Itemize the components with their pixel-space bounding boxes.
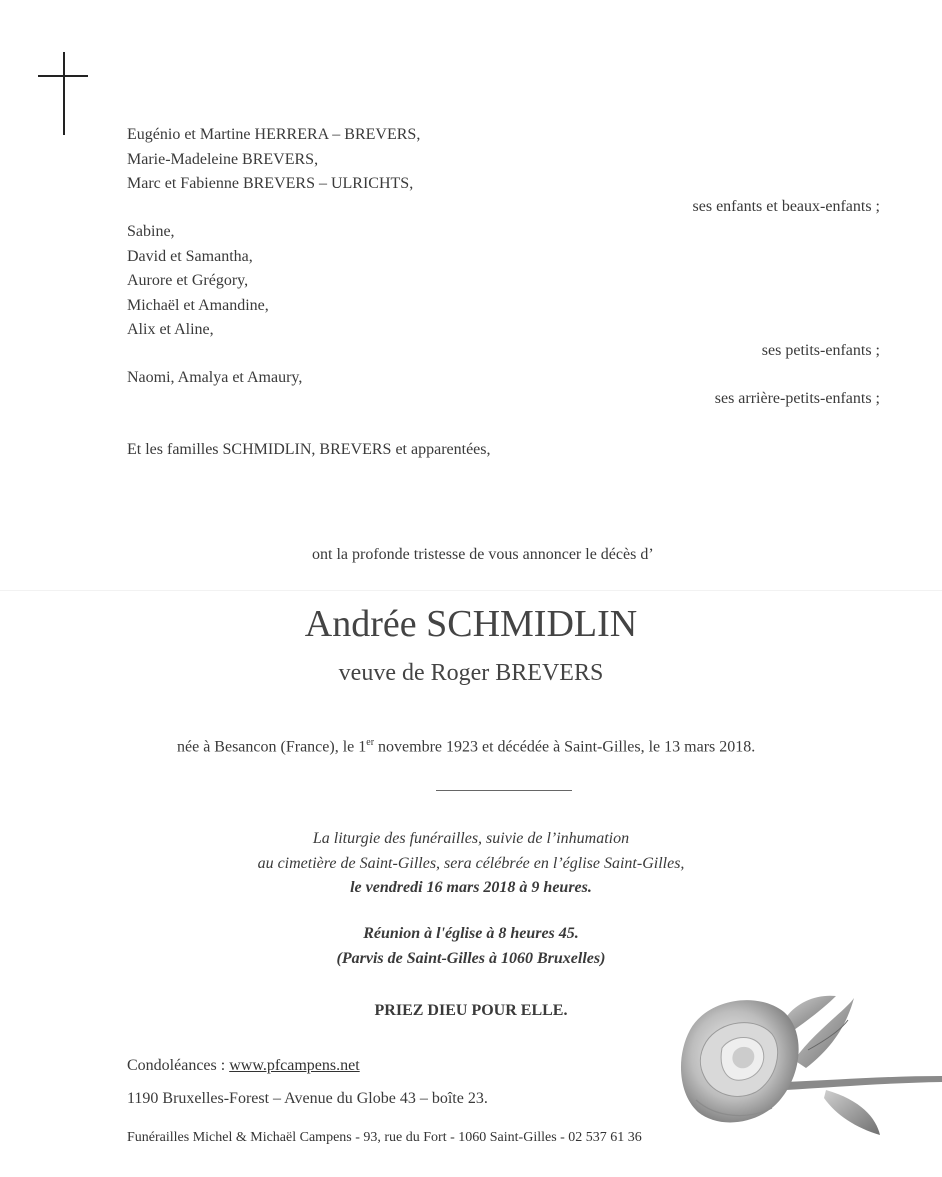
birth-death-part2: novembre 1923 et décédée à Saint-Gilles, le 13 mars 2018. <box>374 738 756 756</box>
birth-death-sup: er <box>366 737 375 748</box>
cross-icon-vertical <box>63 52 65 135</box>
children-role: ses enfants et beaux-enfants ; <box>692 198 880 215</box>
grandchildren-line: Michaël et Amandine, <box>127 296 269 314</box>
children-line: Marie-Madeleine BREVERS, <box>127 150 319 168</box>
children-line: Eugénio et Martine HERRERA – BREVERS, <box>127 126 421 143</box>
footer-funeral-home: Funérailles Michel & Michaël Campens - 93, rue du Fort - 1060 Saint-Gilles - 02 537 61 36 <box>127 1130 642 1145</box>
meeting-line2: (Parvis de Saint-Gilles à 1060 Bruxelles) <box>336 949 606 967</box>
separator <box>436 790 572 791</box>
widow-of: veuve de Roger BREVERS <box>338 660 604 686</box>
liturgy <box>0 827 942 901</box>
condolences-link[interactable]: www.pfcampens.net <box>229 1057 360 1074</box>
grandchildren-line: Alix et Aline, <box>127 321 214 338</box>
prayer: PRIEZ DIEU POUR ELLE. <box>374 1002 568 1019</box>
liturgy-line3: le vendredi 16 mars 2018 à 9 heures. <box>350 879 592 896</box>
deceased-name: Andrée SCHMIDLIN <box>304 603 638 645</box>
condolences-label: Condoléances : <box>127 1057 230 1074</box>
grandchildren-line: Sabine, <box>127 223 175 240</box>
condolences <box>127 1054 360 1079</box>
cross-icon-horizontal <box>38 75 88 77</box>
grandchildren-list <box>127 220 269 343</box>
liturgy-line2: au cimetière de Saint-Gilles, sera célébrée en l’église Saint-Gilles, <box>257 854 685 872</box>
great-grandchildren: Naomi, Amalya et Amaury, <box>127 369 303 386</box>
liturgy-line1: La liturgie des funérailles, suivie de l’inhumation <box>312 830 630 847</box>
rose-icon <box>676 990 942 1160</box>
families-line: Et les familles SCHMIDLIN, BREVERS et apparentées, <box>127 441 491 458</box>
birth-death-part1: née à Besancon (France), le 1 <box>177 738 367 756</box>
meeting-line1: Réunion à l'église à 8 heures 45. <box>363 925 579 942</box>
great-grandchildren-role: ses arrière-petits-enfants ; <box>714 390 880 407</box>
children-line: Marc et Fabienne BREVERS – ULRICHTS, <box>127 175 414 192</box>
address: 1190 Bruxelles-Forest – Avenue du Globe 43 – boîte 23. <box>127 1090 488 1107</box>
fold-line <box>0 590 942 591</box>
children-list <box>127 123 420 197</box>
grandchildren-line: David et Samantha, <box>127 247 253 265</box>
grandchildren-line: Aurore et Grégory, <box>127 272 249 289</box>
grandchildren-role: ses petits-enfants ; <box>761 342 880 359</box>
meeting <box>0 922 942 971</box>
announcement: ont la profonde tristesse de vous annoncer le décès d’ <box>312 546 654 563</box>
birth-death <box>177 731 755 760</box>
